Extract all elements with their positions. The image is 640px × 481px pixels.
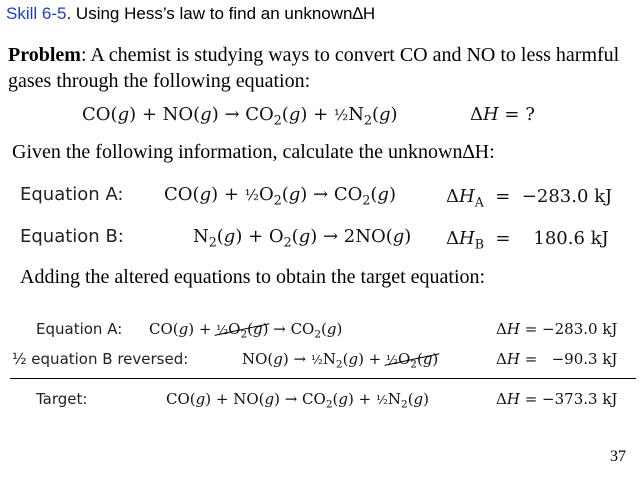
summary-target-dh: ΔH = −373.3 kJ	[496, 390, 618, 408]
adding-text: Adding the altered equations to obtain the target equation:	[20, 266, 486, 288]
target-equation: $CO(g) + NO(g) \to CO_2(g)$ + $\frac{1}{2}N_2(g)$	[82, 104, 398, 128]
equation-b-dh: $\Delta H_B$ = 180.6 kJ	[446, 228, 609, 252]
summary-a-dh: ΔH = −283.0 kJ	[496, 320, 618, 338]
given-text: Given the following information, calculate the unknown∆H:	[12, 141, 495, 163]
slide-title	[6, 4, 375, 24]
equation-b-label: Equation B:	[20, 226, 124, 247]
skill-label: Skill 6-5	[6, 4, 67, 23]
summary-target-label: Target:	[36, 390, 88, 408]
equation-a: $CO(g) + \frac{1}{2}O_2(g) \to CO_2(g)$	[164, 184, 396, 208]
target-delta-h: ΔH = ?	[470, 104, 535, 125]
problem-text: : A chemist is studying ways to convert CO and NO to less harmful gases through the following equation:	[8, 44, 620, 92]
page-number: 37	[610, 448, 626, 465]
summary-b-dh: ΔH = −90.3 kJ	[496, 350, 618, 368]
summary-target-equation: $CO(g) + NO(g) \to CO_2(g)$ + $\frac{1}{2}N_2(g)$	[166, 390, 430, 411]
sum-divider	[10, 378, 636, 379]
equation-b: $N_2(g) + O_2(g) \to 2NO(g)$	[193, 226, 412, 250]
summary-b-equation: $NO(g) \to \frac{1}{2}N_2(g)$ + $\frac{1}{2}O_2(g)$	[242, 350, 439, 371]
summary-b-label: ½ equation B reversed:	[12, 350, 189, 368]
summary-a-equation: $CO(g) + \frac{1}{2}O_2(g) \to CO_2(g)$	[149, 320, 343, 341]
title-text: . Using Hess’s law to find an unknown∆H	[66, 4, 376, 23]
problem-label: Problem	[8, 44, 81, 66]
equation-a-dh: $\Delta H_A = -283.0$ kJ	[446, 186, 613, 210]
equation-a-label: Equation A:	[20, 184, 124, 205]
problem-statement	[8, 42, 638, 94]
summary-a-label: Equation A:	[36, 320, 123, 338]
